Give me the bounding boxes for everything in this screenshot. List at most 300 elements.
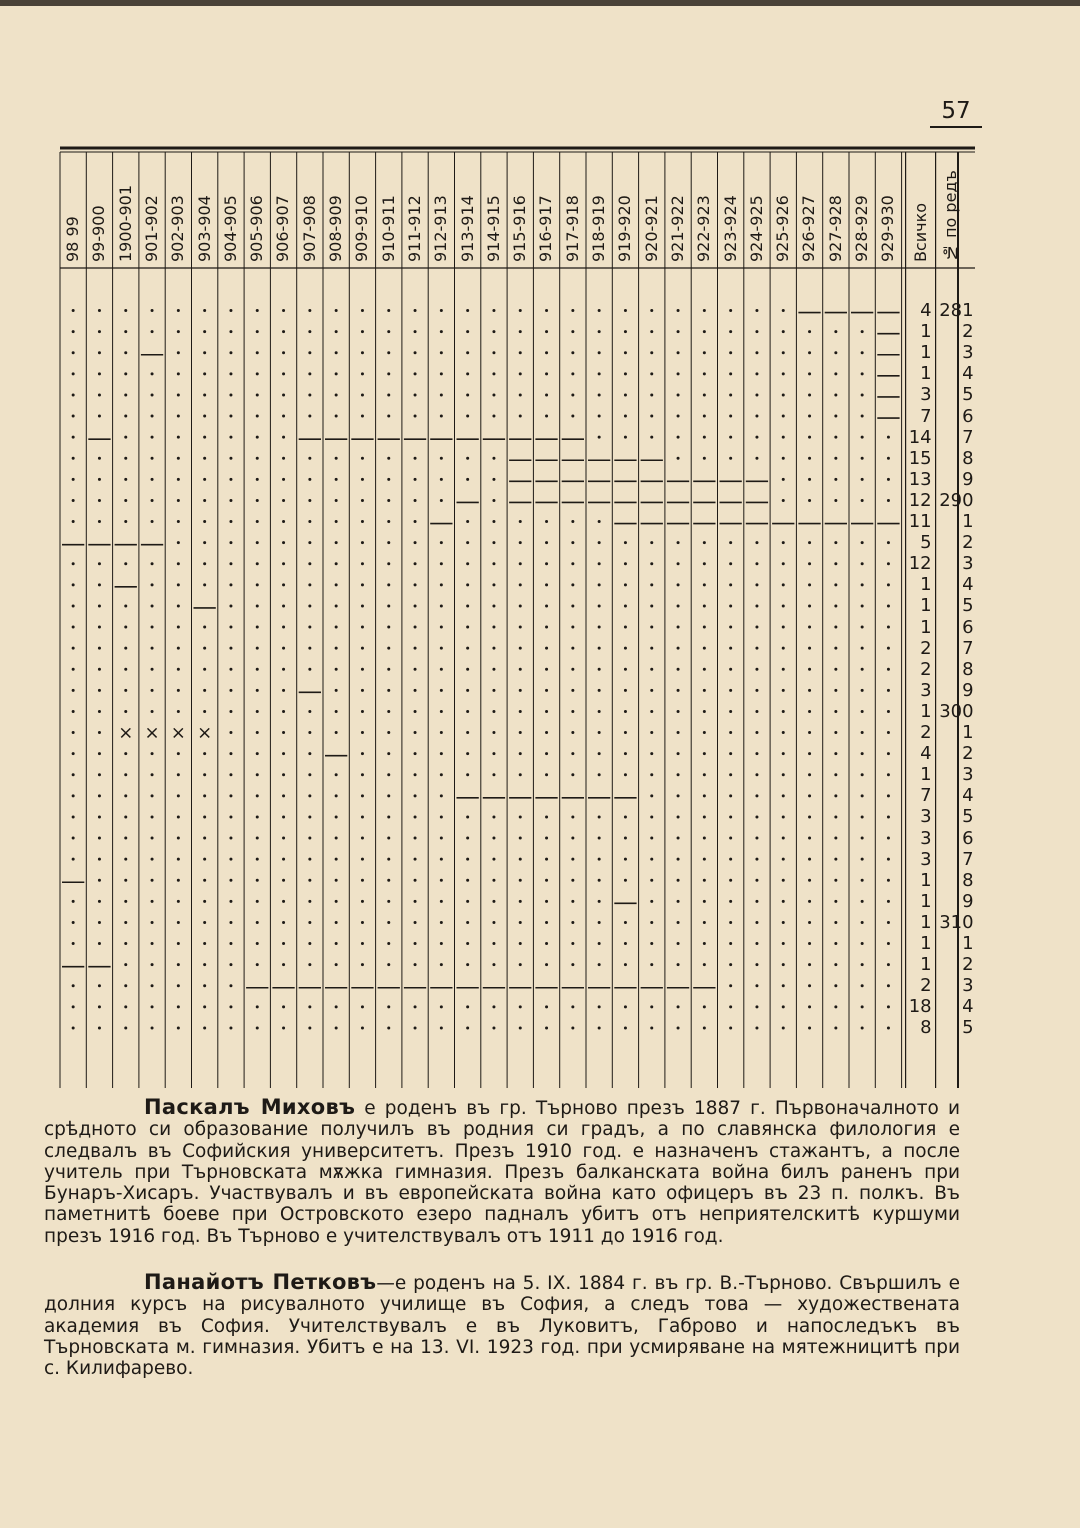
row-number: 3 (962, 342, 974, 364)
table-dot (98, 520, 101, 523)
total-value: 11 (908, 511, 932, 532)
table-dot (282, 710, 285, 713)
table-dot (677, 457, 680, 460)
table-dot (861, 372, 864, 375)
table-dot (782, 794, 785, 797)
table-dot (887, 837, 890, 840)
table-dot (519, 330, 522, 333)
table-dot (282, 541, 285, 544)
table-dot (492, 837, 495, 840)
table-dot (624, 647, 627, 650)
table-dot (861, 351, 864, 354)
table-dot (72, 478, 75, 481)
table-dot (571, 858, 574, 861)
table-dot (703, 393, 706, 396)
table-dot (124, 393, 127, 396)
table-dot (624, 1026, 627, 1029)
table-dot (308, 1005, 311, 1008)
table-dot (782, 773, 785, 776)
table-dot (545, 309, 548, 312)
table-dot (72, 393, 75, 396)
table-dot (808, 393, 811, 396)
table-dot (98, 309, 101, 312)
table-dot (72, 351, 75, 354)
table-dot (492, 773, 495, 776)
table-dot (834, 963, 837, 966)
table-dot (387, 837, 390, 840)
table-dot (203, 815, 206, 818)
table-dot (703, 794, 706, 797)
table-dot (624, 815, 627, 818)
table-dot (361, 942, 364, 945)
table-dot (677, 668, 680, 671)
total-value: 4 (920, 300, 932, 321)
table-dot (650, 647, 653, 650)
table-dot (124, 668, 127, 671)
table-dot (703, 963, 706, 966)
table-dot (308, 731, 311, 734)
table-dot (755, 984, 758, 987)
table-dot (571, 604, 574, 607)
table-dot (834, 689, 837, 692)
column-header-year: 908-909 (326, 195, 345, 262)
column-header-year: 921-922 (667, 195, 687, 262)
table-dot (124, 794, 127, 797)
table-dot (598, 731, 601, 734)
table-dot (492, 541, 495, 544)
row-number: 7 (962, 637, 974, 659)
table-dot (151, 752, 154, 755)
table-dot (887, 499, 890, 502)
table-dot (519, 879, 522, 882)
table-dot (203, 541, 206, 544)
table-dot (203, 668, 206, 671)
table-dot (703, 815, 706, 818)
table-dot (361, 837, 364, 840)
table-dot (124, 921, 127, 924)
table-dot (650, 309, 653, 312)
table-dot (177, 393, 180, 396)
table-dot (203, 562, 206, 565)
table-dot (624, 626, 627, 629)
table-dot (755, 626, 758, 629)
column-header-year: 915-916 (510, 195, 530, 262)
table-dot (782, 647, 785, 650)
table-dot (124, 520, 127, 523)
table-dot (545, 858, 548, 861)
table-dot (808, 351, 811, 354)
table-dot (335, 1026, 338, 1029)
table-dot (203, 1026, 206, 1029)
total-value: 3 (920, 848, 932, 870)
table-dot (335, 731, 338, 734)
table-dot (519, 773, 522, 776)
table-dot (387, 457, 390, 460)
column-header-year: 916-917 (536, 195, 556, 262)
table-dot (571, 963, 574, 966)
table-dot (755, 689, 758, 692)
total-value: 3 (920, 679, 932, 701)
table-dot (414, 372, 417, 375)
table-dot (834, 351, 837, 354)
table-dot (203, 773, 206, 776)
table-dot (151, 942, 154, 945)
table-dot (755, 1026, 758, 1029)
table-dot (545, 415, 548, 418)
table-dot (782, 710, 785, 713)
table-dot (308, 668, 311, 671)
table-dot (440, 942, 443, 945)
table-dot (598, 583, 601, 586)
table-dot (98, 330, 101, 333)
table-dot (677, 963, 680, 966)
table-dot (151, 837, 154, 840)
table-dot (98, 668, 101, 671)
table-dot (782, 415, 785, 418)
table-dot (729, 668, 732, 671)
table-dot (98, 1026, 101, 1029)
table-dot (755, 879, 758, 882)
column-header-year: 922-923 (694, 195, 714, 262)
table-dot (729, 942, 732, 945)
table-dot (598, 436, 601, 439)
table-dot (151, 520, 154, 523)
table-dot (624, 858, 627, 861)
table-dot (203, 436, 206, 439)
table-dot (466, 626, 469, 629)
table-dot (229, 626, 232, 629)
table-dot (98, 604, 101, 607)
table-dot (677, 879, 680, 882)
table-dot (887, 647, 890, 650)
table-dot (598, 1005, 601, 1008)
table-dot (229, 963, 232, 966)
table-dot (414, 604, 417, 607)
table-dot (308, 815, 311, 818)
table-dot (335, 668, 338, 671)
row-number: 4 (962, 996, 974, 1018)
table-dot (887, 731, 890, 734)
table-dot (308, 330, 311, 333)
table-dot (256, 668, 259, 671)
table-dot (834, 710, 837, 713)
table-dot (834, 668, 837, 671)
table-dot (440, 351, 443, 354)
table-dot (650, 351, 653, 354)
table-dot (308, 562, 311, 565)
table-dot (624, 689, 627, 692)
table-dot (440, 815, 443, 818)
table-dot (98, 1005, 101, 1008)
table-dot (203, 900, 206, 903)
table-dot (203, 457, 206, 460)
table-dot (492, 372, 495, 375)
table-dot (808, 921, 811, 924)
table-dot (282, 393, 285, 396)
table-dot (624, 731, 627, 734)
table-dot (151, 583, 154, 586)
table-dot (335, 710, 338, 713)
table-dot (440, 478, 443, 481)
table-dot (387, 478, 390, 481)
table-dot (282, 1005, 285, 1008)
table-dot (229, 837, 232, 840)
table-dot (98, 921, 101, 924)
table-dot (282, 330, 285, 333)
row-number: 9 (962, 679, 974, 701)
table-dot (72, 604, 75, 607)
table-dot (72, 520, 75, 523)
table-dot (729, 626, 732, 629)
table-dot (414, 773, 417, 776)
table-dot (677, 626, 680, 629)
table-dot (782, 963, 785, 966)
table-dot (361, 689, 364, 692)
total-value: 3 (920, 827, 932, 849)
table-dot (703, 773, 706, 776)
table-dot (624, 1005, 627, 1008)
table-dot (124, 436, 127, 439)
table-dot (387, 879, 390, 882)
table-dot (598, 815, 601, 818)
table-dot (755, 668, 758, 671)
table-dot (782, 604, 785, 607)
table-dot (256, 393, 259, 396)
column-header-year: 1900-901 (115, 184, 135, 262)
table-dot (755, 604, 758, 607)
table-dot (545, 921, 548, 924)
table-dot (492, 393, 495, 396)
column-header-year: 905-906 (247, 195, 267, 262)
table-dot (466, 858, 469, 861)
table-dot (177, 773, 180, 776)
table-dot (861, 731, 864, 734)
row-number: 1 (962, 722, 974, 743)
table-dot (703, 372, 706, 375)
table-dot (598, 689, 601, 692)
table-dot (414, 710, 417, 713)
table-dot (361, 1026, 364, 1029)
table-dot (387, 415, 390, 418)
table-dot (519, 942, 522, 945)
table-dot (203, 942, 206, 945)
table-dot (492, 415, 495, 418)
table-dot (808, 541, 811, 544)
total-value: 3 (920, 806, 932, 828)
table-dot (335, 604, 338, 607)
table-dot (387, 1005, 390, 1008)
table-dot (519, 583, 522, 586)
table-dot (545, 647, 548, 650)
table-dot (782, 731, 785, 734)
table-dot (335, 921, 338, 924)
table-dot (229, 858, 232, 861)
table-dot (335, 942, 338, 945)
table-dot (308, 520, 311, 523)
table-dot (808, 668, 811, 671)
table-dot (887, 752, 890, 755)
table-dot (440, 457, 443, 460)
table-dot (887, 562, 890, 565)
table-dot (229, 1026, 232, 1029)
table-dot (151, 1005, 154, 1008)
table-dot (492, 858, 495, 861)
table-dot (124, 858, 127, 861)
table-dot (124, 689, 127, 692)
table-dot (72, 689, 75, 692)
table-dot (282, 837, 285, 840)
table-dot (834, 499, 837, 502)
table-dot (598, 647, 601, 650)
row-number: 4 (962, 574, 974, 596)
table-dot (151, 457, 154, 460)
table-dot (387, 541, 390, 544)
table-dot (72, 562, 75, 565)
total-value: 1 (920, 616, 932, 638)
table-dot (414, 815, 417, 818)
table-dot (729, 921, 732, 924)
table-dot (571, 752, 574, 755)
table-dot (151, 309, 154, 312)
table-dot (703, 647, 706, 650)
table-dot (361, 393, 364, 396)
total-value: 8 (920, 1017, 932, 1039)
table-dot (151, 668, 154, 671)
table-dot (808, 1026, 811, 1029)
table-dot (308, 710, 311, 713)
table-dot (598, 309, 601, 312)
table-dot (887, 457, 890, 460)
table-dot (229, 900, 232, 903)
table-dot (677, 647, 680, 650)
table-dot (98, 752, 101, 755)
table-dot (256, 921, 259, 924)
table-dot (282, 752, 285, 755)
table-dot (98, 457, 101, 460)
table-dot (782, 562, 785, 565)
table-dot (177, 478, 180, 481)
table-dot (545, 604, 548, 607)
table-dot (256, 436, 259, 439)
table-dot (466, 668, 469, 671)
table-dot (387, 520, 390, 523)
table-dot (177, 963, 180, 966)
table-dot (203, 499, 206, 502)
table-dot (861, 794, 864, 797)
table-dot (361, 752, 364, 755)
table-dot (256, 583, 259, 586)
table-dot (440, 921, 443, 924)
table-dot (282, 668, 285, 671)
table-dot (229, 731, 232, 734)
table-dot (782, 309, 785, 312)
table-dot (256, 858, 259, 861)
table-dot (650, 731, 653, 734)
table-dot (335, 457, 338, 460)
table-dot (571, 1026, 574, 1029)
table-dot (887, 921, 890, 924)
row-number: 5 (962, 806, 974, 828)
table-dot (414, 541, 417, 544)
table-dot (808, 984, 811, 987)
table-dot (650, 604, 653, 607)
table-dot (72, 583, 75, 586)
table-dot (729, 372, 732, 375)
biography-mihov (44, 1097, 960, 1247)
table-dot (229, 457, 232, 460)
table-dot (755, 309, 758, 312)
table-dot (387, 330, 390, 333)
table-dot (151, 710, 154, 713)
table-dot (808, 330, 811, 333)
table-dot (519, 731, 522, 734)
table-dot (755, 647, 758, 650)
table-dot (72, 309, 75, 312)
table-dot (545, 372, 548, 375)
table-dot (703, 710, 706, 713)
row-number: 8 (962, 658, 974, 680)
total-value: 1 (920, 954, 932, 976)
table-dot (755, 794, 758, 797)
table-dot (598, 858, 601, 861)
table-dot (414, 309, 417, 312)
table-dot (492, 752, 495, 755)
table-dot (782, 436, 785, 439)
table-dot (598, 330, 601, 333)
table-dot (861, 984, 864, 987)
table-dot (177, 499, 180, 502)
table-dot (282, 963, 285, 966)
table-dot (677, 921, 680, 924)
table-dot (808, 794, 811, 797)
row-number: 4 (962, 363, 974, 385)
table-dot (729, 731, 732, 734)
table-dot (361, 858, 364, 861)
table-dot (308, 351, 311, 354)
table-dot (861, 647, 864, 650)
table-dot (151, 921, 154, 924)
column-header-year: 929-930 (878, 195, 898, 262)
table-dot (229, 752, 232, 755)
table-dot (492, 562, 495, 565)
table-dot (808, 689, 811, 692)
table-dot (887, 478, 890, 481)
table-dot (124, 457, 127, 460)
total-value: 4 (920, 743, 932, 765)
table-dot (203, 794, 206, 797)
table-dot (755, 858, 758, 861)
table-dot (177, 583, 180, 586)
table-dot (203, 351, 206, 354)
table-dot (624, 562, 627, 565)
table-dot (703, 351, 706, 354)
table-dot (519, 562, 522, 565)
table-dot (887, 668, 890, 671)
table-dot (387, 858, 390, 861)
table-dot (124, 309, 127, 312)
total-value: 1 (920, 890, 932, 912)
table-dot (782, 921, 785, 924)
table-dot (624, 837, 627, 840)
table-dot (151, 626, 154, 629)
table-dot (229, 541, 232, 544)
table-dot (519, 604, 522, 607)
table-dot (782, 330, 785, 333)
table-dot (492, 626, 495, 629)
column-header-year: 98 99 (63, 216, 82, 262)
row-number: 2 (962, 743, 974, 765)
table-dot (861, 1005, 864, 1008)
